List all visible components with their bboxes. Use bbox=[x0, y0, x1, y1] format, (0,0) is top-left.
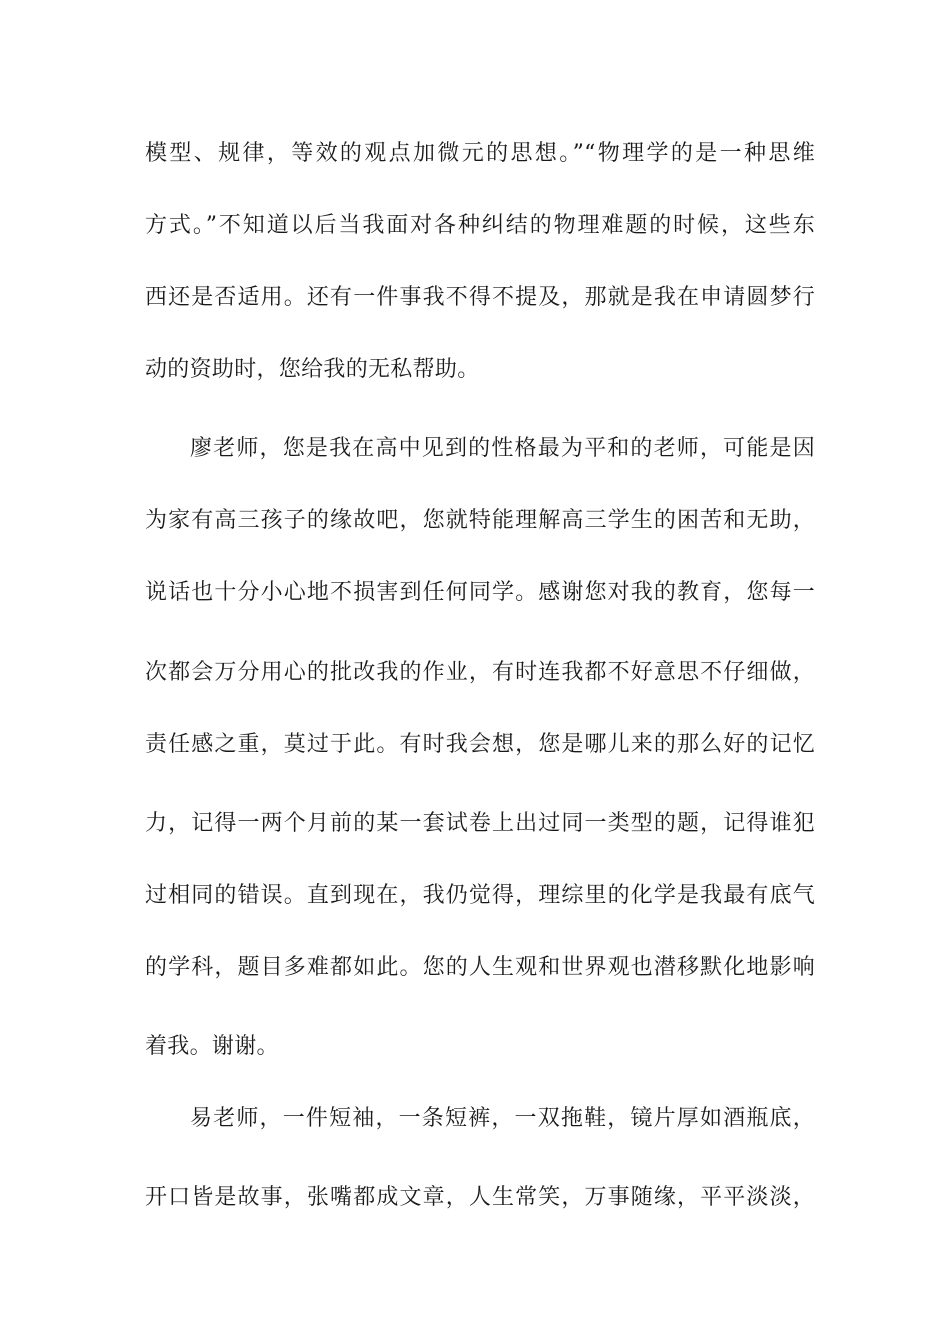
paragraph-first-line: 易老师，一件短袖，一条短裤，一双拖鞋，镜片厚如酒瓶底， bbox=[190, 1106, 815, 1131]
text-line: 次都会万分用心的批改我的作业，有时连我都不好意思不仔细做， bbox=[145, 660, 815, 685]
text-line: 说话也十分小心地不损害到任何同学。感谢您对我的教育，您每一 bbox=[145, 580, 815, 605]
text-line: 方式。”不知道以后当我面对各种纠结的物理难题的时候，这些东 bbox=[145, 213, 815, 238]
text-line: 西还是否适用。还有一件事我不得不提及，那就是我在申请圆梦行 bbox=[145, 285, 815, 310]
text-line: 过相同的错误。直到现在，我仍觉得，理综里的化学是我最有底气 bbox=[145, 883, 815, 908]
text-line: 模型、规律，等效的观点加微元的思想。”“物理学的是一种思维 bbox=[145, 141, 815, 166]
text-line: 责任感之重，莫过于此。有时我会想，您是哪儿来的那么好的记忆 bbox=[145, 732, 815, 757]
text-line: 力，记得一两个月前的某一套试卷上出过同一类型的题，记得谁犯 bbox=[145, 811, 815, 836]
paragraph-first-line: 廖老师，您是我在高中见到的性格最为平和的老师，可能是因 bbox=[190, 436, 815, 461]
text-line: 为家有高三孩子的缘故吧，您就特能理解高三学生的困苦和无助， bbox=[145, 508, 815, 533]
text-line: 开口皆是故事，张嘴都成文章，人生常笑，万事随缘，平平淡淡， bbox=[145, 1185, 815, 1210]
text-line: 动的资助时，您给我的无私帮助。 bbox=[145, 357, 480, 382]
text-line: 着我。谢谢。 bbox=[145, 1034, 279, 1059]
text-line: 的学科，题目多难都如此。您的人生观和世界观也潜移默化地影响 bbox=[145, 955, 815, 980]
